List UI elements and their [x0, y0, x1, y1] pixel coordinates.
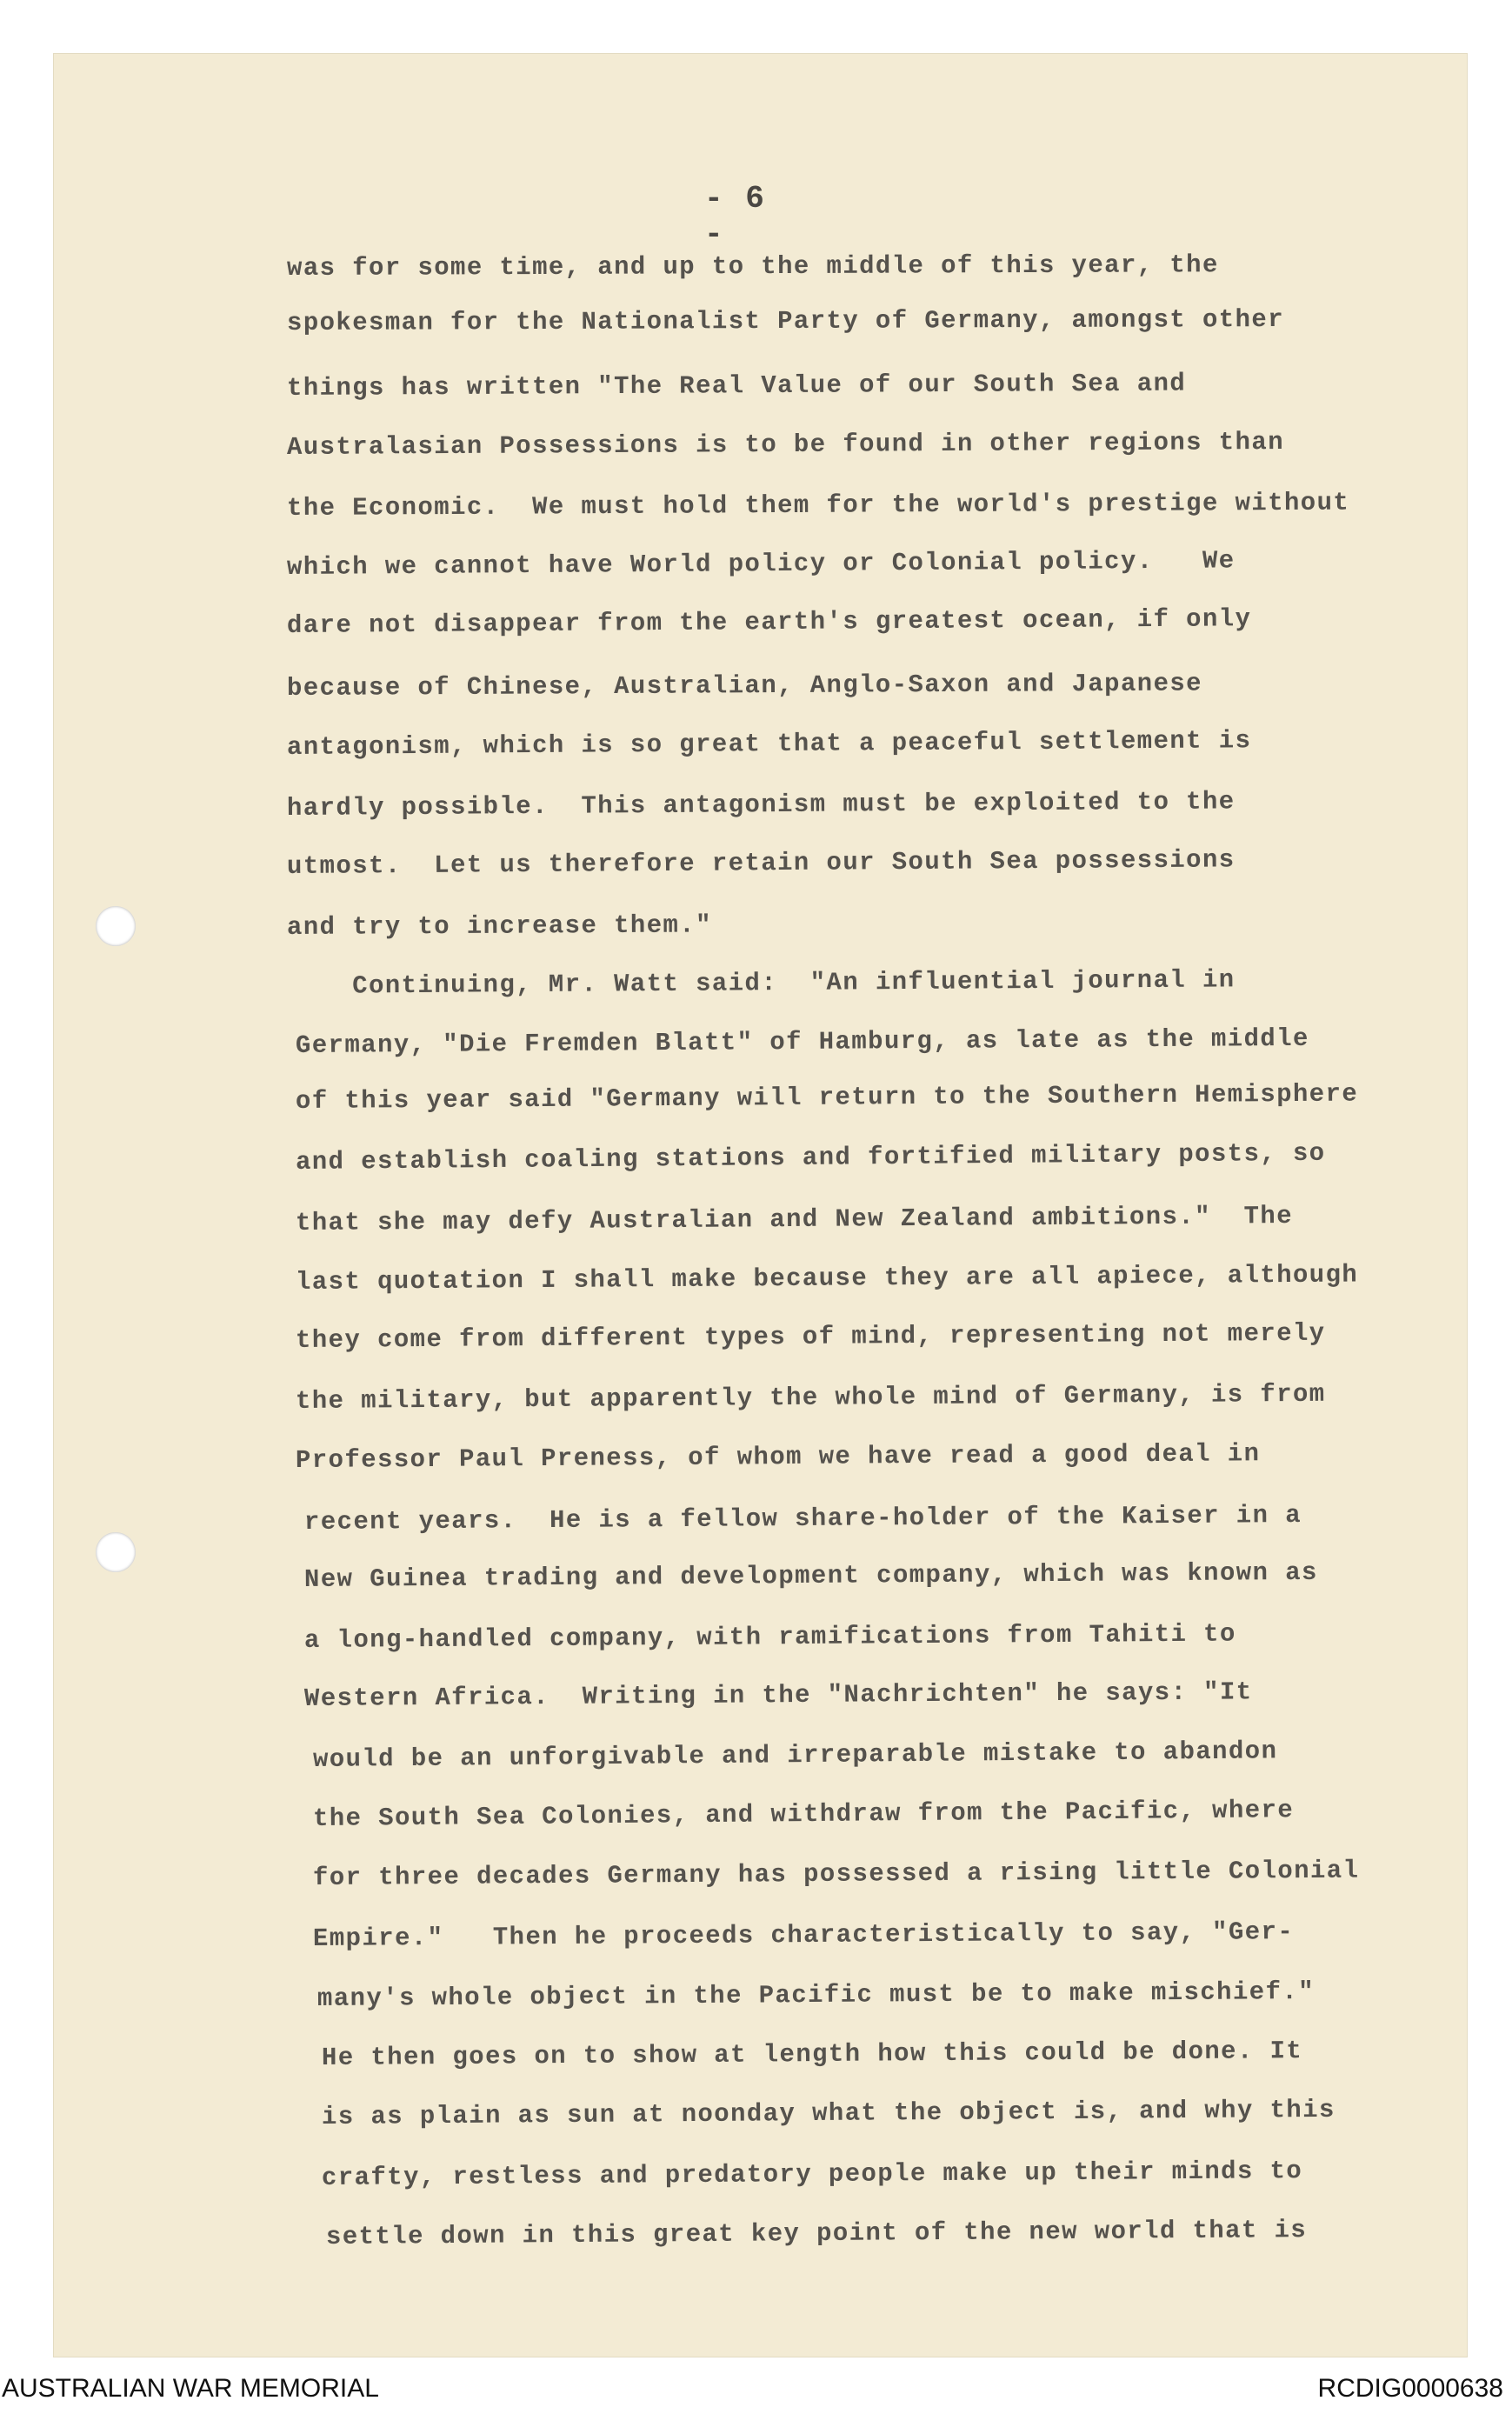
text-line: the Economic. We must hold them for the world's prestige without: [286, 488, 1350, 523]
footer-record-id: RCDIG0000638: [1317, 2374, 1503, 2403]
text-line: that she may defy Australian and New Zealand ambitions." The: [295, 1201, 1294, 1237]
text-line: New Guinea trading and development company, which was known as: [303, 1557, 1318, 1594]
text-line: because of Chinese, Australian, Anglo-Saxon and Japanese: [286, 669, 1203, 703]
text-line: antagonism, which is so great that a peaceful settlement is: [286, 726, 1252, 762]
text-line: many's whole object in the Pacific must be to make mischief.": [316, 1977, 1316, 2013]
text-line: utmost. Let us therefore retain our South Sea possessions: [286, 845, 1236, 881]
punch-hole-top: [96, 906, 136, 946]
text-line: last quotation I shall make because they are all apiece, although: [295, 1260, 1359, 1297]
text-line: they come from different types of mind, representing not merely: [295, 1318, 1326, 1355]
text-line: which we cannot have World policy or Colonial policy. We: [286, 546, 1236, 582]
text-line: hardly possible. This antagonism must be exploited to the: [286, 787, 1236, 823]
text-line: and establish coaling stations and fortified military posts, so: [295, 1138, 1326, 1177]
text-line: of this year said "Germany will return to the Southern Hemisphere: [295, 1079, 1359, 1116]
text-line: He then goes on to show at length how this could be done. It: [321, 2037, 1303, 2072]
text-line: a long-handled company, with ramifications from Tahiti to: [303, 1619, 1236, 1655]
text-line: Empire." Then he proceeds characteristically to say, "Ger-: [312, 1917, 1295, 1953]
text-line: recent years. He is a fellow share-holder of the Kaiser in a: [303, 1500, 1302, 1537]
text-line: was for some time, and up to the middle of this year, the: [286, 250, 1219, 283]
text-line: Continuing, Mr. Watt said: "An influential journal in: [286, 965, 1236, 1001]
text-line: dare not disappear from the earth's greatest ocean, if only: [286, 604, 1252, 640]
text-line: Australasian Possessions is to be found in other regions than: [286, 427, 1285, 462]
text-line: Western Africa. Writing in the "Nachrichten" he says: "It: [303, 1677, 1253, 1713]
text-line: is as plain as sun at noonday what the object is, and why this: [321, 2095, 1335, 2131]
text-line: Germany, "Die Fremden Blatt" of Hamburg, as late as the middle: [295, 1024, 1309, 1060]
text-line: Professor Paul Preness, of whom we have read a good deal in: [295, 1439, 1261, 1475]
text-line: for three decades Germany has possessed a rising little Colonial: [312, 1856, 1360, 1892]
footer-institution: AUSTRALIAN WAR MEMORIAL: [2, 2374, 379, 2403]
punch-hole-bottom: [96, 1532, 136, 1572]
text-line: settle down in this great key point of the new world that is: [325, 2216, 1308, 2251]
page-number: - 6 -: [704, 181, 766, 252]
text-line: the military, but apparently the whole mind of Germany, is from: [295, 1379, 1326, 1416]
text-line: would be an unforgivable and irreparable mistake to abandon: [312, 1737, 1278, 1774]
text-line: and try to increase them.": [286, 910, 712, 942]
text-line: the South Sea Colonies, and withdraw from the Pacific, where: [312, 1796, 1295, 1833]
text-line: spokesman for the Nationalist Party of Germany, amongst other: [286, 304, 1285, 337]
text-line: crafty, restless and predatory people make up their minds to: [321, 2157, 1303, 2192]
text-line: things has written "The Real Value of our South Sea and: [286, 369, 1187, 403]
